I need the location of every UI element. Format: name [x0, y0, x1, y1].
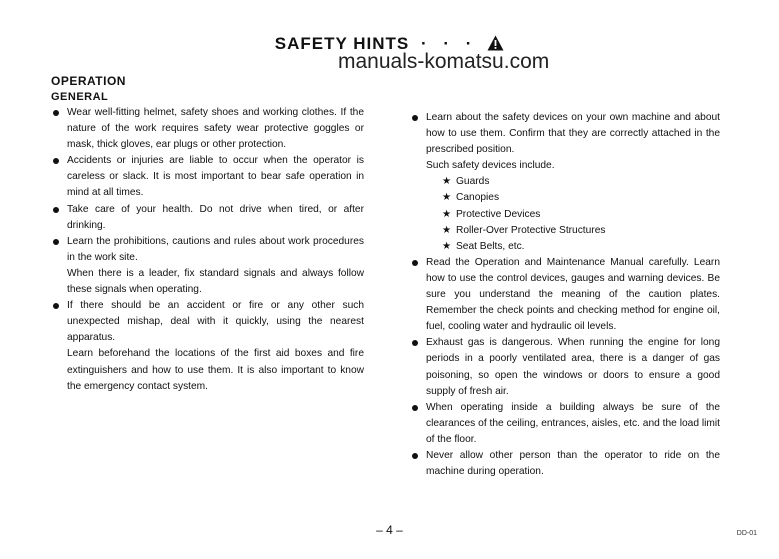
list-item-text: Learn the prohibitions, cautions and rules about work procedures in the work site. — [67, 235, 364, 263]
list-item-paragraph: Learn beforehand the locations of the first aid boxes and fire extinguishers and how to use them. It is also important to know the emergency contact system. — [67, 348, 364, 392]
bullet-icon — [412, 453, 418, 459]
list-item-text: Wear well-fitting helmet, safety shoes and working clothes. If the nature of the work requires safety wear protective goggles or mask, thick gloves, ear plugs or other protection. — [67, 107, 364, 151]
list-item-text: Exhaust gas is dangerous. When running the engine for long periods in a poorly ventilated area, there is a danger of gas poisoning, so open the windows or doors to ensure a good supply of fresh air. — [426, 337, 720, 397]
list-item — [51, 202, 364, 234]
bullet-icon — [412, 340, 418, 346]
left-column — [51, 73, 364, 395]
list-item — [410, 400, 720, 448]
list-item-paragraph: When there is a leader, fix standard signals and always follow these signals when operating. — [67, 267, 364, 296]
right-column — [410, 110, 720, 480]
watermark: manuals-komatsu.com — [338, 50, 550, 73]
bullet-icon — [53, 303, 59, 309]
list-item-text: Accidents or injuries are liable to occur when the operator is careless or slack. It is most important to bear safe operation in mind at all times. — [67, 155, 364, 199]
list-item — [51, 234, 364, 266]
device-item: ★ Protective Devices — [410, 207, 720, 223]
section-heading: OPERATION — [51, 74, 126, 88]
list-item — [51, 105, 364, 153]
star-icon: ★ — [442, 192, 452, 204]
list-item — [51, 298, 364, 346]
star-icon: ★ — [442, 208, 452, 220]
star-icon: ★ — [442, 224, 452, 236]
list-item — [410, 335, 720, 399]
device-item: ★ Guards — [410, 174, 720, 190]
bullet-icon — [53, 110, 59, 116]
bullet-icon — [412, 115, 418, 121]
list-item — [410, 110, 720, 158]
doc-code: DD-01 — [736, 530, 757, 537]
device-item: ★ Roller-Over Protective Structures — [410, 223, 720, 239]
star-icon: ★ — [442, 176, 452, 188]
list-item-text: Read the Operation and Maintenance Manual carefully. Learn how to use the control devices, gauges and warning devices. Be sure you understand the meaning of the caution plates. Remember the check points and checking method for engine oil, fuel, cooling water and hydraulic oil levels. — [426, 256, 720, 333]
list-item-text: Never allow other person than the operator to ride on the machine during operation. — [426, 449, 720, 478]
list-item — [410, 448, 720, 480]
devices-intro: Such safety devices include. — [426, 160, 555, 172]
title-text: SAFETY HINTS — [274, 34, 410, 53]
star-icon: ★ — [442, 240, 452, 252]
bullet-icon — [53, 158, 59, 164]
list-item-text: Learn about the safety devices on your own machine and about how to use them. Confirm that they are correctly attached in the prescribed position. — [426, 112, 720, 156]
bullet-icon — [412, 405, 418, 411]
bullet-icon — [53, 207, 59, 213]
bullet-icon — [53, 239, 59, 245]
list-item — [51, 153, 364, 201]
page-number: – 4 – — [376, 523, 403, 537]
device-item: ★ Seat Belts, etc. — [410, 239, 720, 255]
section-subheading: GENERAL — [51, 91, 109, 103]
list-item-text: If there should be an accident or fire or any other such unexpected mishap, deal with it quickly, using the nearest apparatus. — [67, 300, 364, 344]
bullet-icon — [412, 260, 418, 266]
title-dots: · · · — [421, 34, 478, 53]
list-item-text: When operating inside a building always be sure of the clearances of the ceiling, entrances, aisles, etc. and the load limit of the floor. — [426, 401, 720, 445]
device-item: ★ Canopies — [410, 190, 720, 206]
warning-triangle-icon — [487, 35, 504, 51]
list-item — [410, 255, 720, 335]
list-item-text: Take care of your health. Do not drive when tired, or after drinking. — [67, 203, 364, 231]
